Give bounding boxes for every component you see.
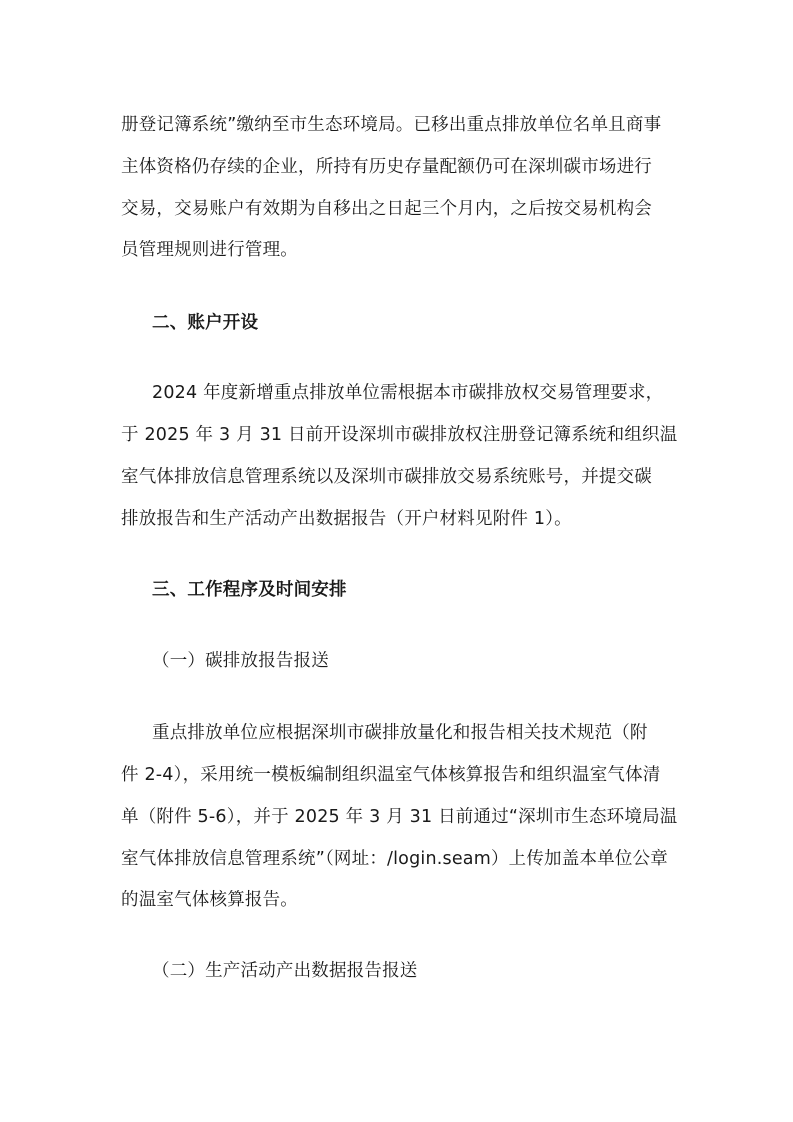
- paragraph-line: 室气体排放信息管理系统”（网址：/login.seam）上传加盖本单位公章: [121, 849, 668, 869]
- paragraph-line: 室气体排放信息管理系统以及深圳市碳排放交易系统账号，并提交碳: [121, 467, 652, 487]
- paragraph-line: 员管理规则进行管理。: [121, 240, 298, 260]
- section-heading: 二、账户开设: [152, 313, 259, 333]
- paragraph-line: 的温室气体核算报告。: [121, 890, 298, 910]
- paragraph-line: 交易，交易账户有效期为自移出之日起三个月内，之后按交易机构会: [121, 199, 652, 219]
- paragraph-line: 主体资格仍存续的企业，所持有历史存量配额仍可在深圳碳市场进行: [121, 157, 652, 177]
- paragraph-line: 单（附件 5-6），并于 2025 年 3 月 31 日前通过“深圳市生态环境局温: [121, 807, 678, 827]
- paragraph-line: 于 2025 年 3 月 31 日前开设深圳市碳排放权注册登记簿系统和组织温: [121, 425, 678, 445]
- paragraph-line: 件 2-4），采用统一模板编制组织温室气体核算报告和组织温室气体清: [121, 765, 661, 785]
- subsection-heading: （一）碳排放报告报送: [152, 651, 329, 671]
- paragraph-line: 册登记簿系统”缴纳至市生态环境局。已移出重点排放单位名单且商事: [121, 115, 662, 135]
- paragraph-line: 排放报告和生产活动产出数据报告（开户材料见附件 1）。: [121, 509, 572, 529]
- section-heading: 三、工作程序及时间安排: [152, 580, 347, 600]
- paragraph-line: 2024 年度新增重点排放单位需根据本市碳排放权交易管理要求，: [152, 383, 664, 403]
- paragraph-line: 重点排放单位应根据深圳市碳排放量化和报告相关技术规范（附: [152, 723, 648, 743]
- subsection-heading: （二）生产活动产出数据报告报送: [152, 961, 418, 981]
